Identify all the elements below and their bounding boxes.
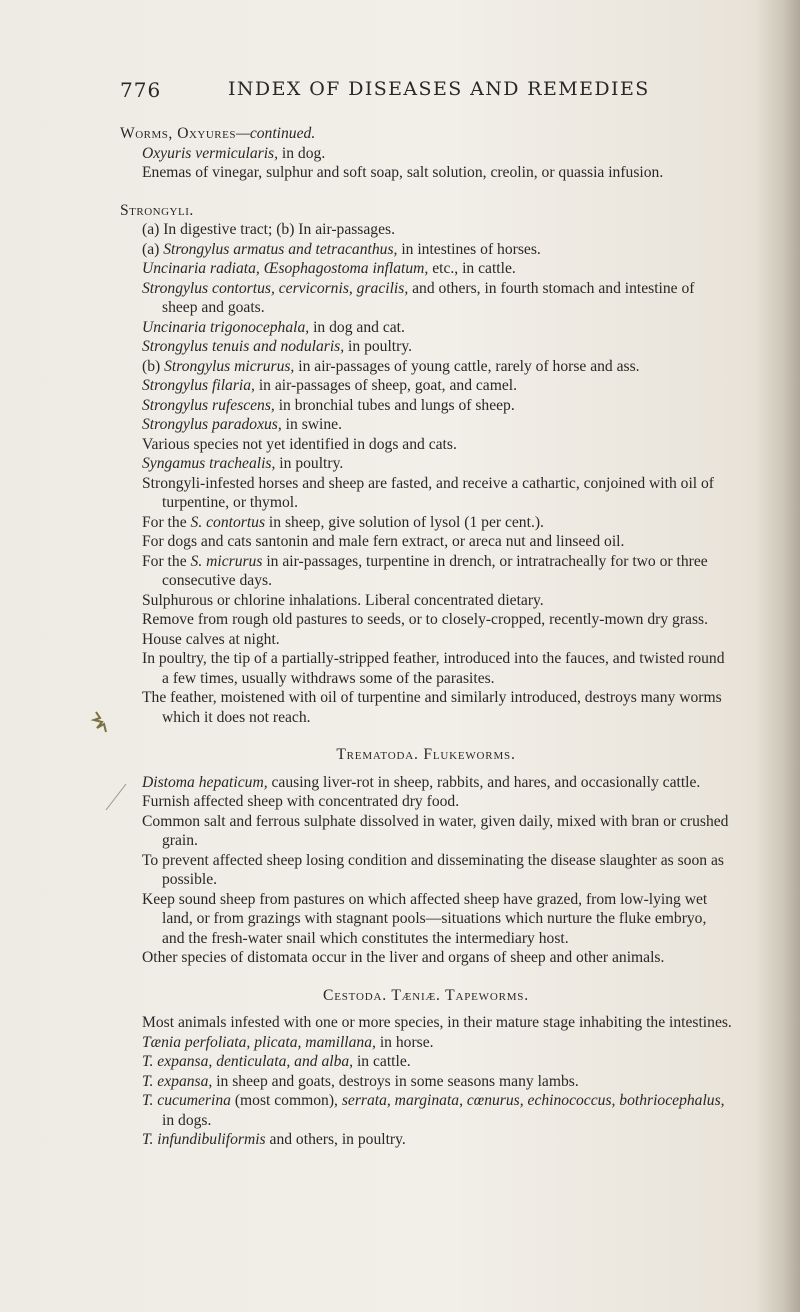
entry-line: (a) In digestive tract; (b) In air-passages. — [142, 221, 395, 238]
entry-line: Sulphurous or chlorine inhalations. Liberal concentrated dietary. — [142, 591, 544, 609]
entry-line: The feather, moistened with oil of turpentine and similarly introduced, destroys many worms which it does not reach. — [142, 689, 722, 726]
section-strongyli-title: Strongyli. — [120, 201, 194, 219]
section-cestoda-title: Cestoda. Tæniæ. Tapeworms. — [323, 986, 529, 1004]
section-trematoda-title: Trematoda. Flukeworms. — [336, 746, 516, 763]
running-title: INDEX OF DISEASES AND REMEDIES — [228, 78, 650, 100]
section-oxyures-title: Worms, Oxyures—continued. — [120, 125, 316, 142]
entry-line: For dogs and cats santonin and male fern extract, or areca nut and linseed oil. — [142, 533, 625, 550]
entry-line: Strongylus contortus, cervicornis, gracilis, and others, in fourth stomach and intestine of sheep and goats. — [142, 279, 695, 316]
entry-line: Uncinaria trigonocephala, in dog and cat. — [142, 318, 405, 336]
entry-line: Enemas of vinegar, sulphur and soft soap, salt solution, creolin, or quassia infusion. — [142, 164, 664, 181]
entry-line: Oxyuris vermicularis, in dog. — [142, 144, 326, 162]
entry-line: T. cucumerina (most common), serrata, marginata, cœnurus, echinococcus, bothriocephalus, in dogs. — [142, 1092, 725, 1129]
entry-line: House calves at night. — [142, 630, 280, 648]
entry-line: Strongyli-infested horses and sheep are fasted, and receive a cathartic, conjoined with oil of turpentine, or thymol. — [142, 474, 714, 511]
entry-line: Furnish affected sheep with concentrated dry food. — [142, 793, 460, 810]
entry-line: For the S. micrurus in air-passages, turpentine in drench, or intratracheally for two or three consecutive days. — [142, 552, 708, 589]
entry-line: Syngamus trachealis, in poultry. — [142, 455, 344, 472]
page-edge-shadow — [756, 0, 800, 1312]
entry-line: Various species not yet identified in dogs and cats. — [142, 435, 457, 453]
entry-line: Strongylus paradoxus, in swine. — [142, 416, 342, 433]
entry-line: Other species of distomata occur in the liver and organs of sheep and other animals. — [142, 949, 665, 966]
entry-line: Strongylus filaria, in air-passages of sheep, goat, and camel. — [142, 377, 518, 394]
entry-line: In poultry, the tip of a partially-stripped feather, introduced into the fauces, and twisted round a few times, usually withdraws some of the parasites. — [142, 650, 725, 687]
entry-line: (b) Strongylus micrurus, in air-passages of young cattle, rarely of horse and ass. — [142, 357, 640, 375]
page-number: 776 — [120, 78, 162, 102]
entry-line: Strongylus tenuis and nodularis, in poultry. — [142, 338, 413, 355]
entry-line: T. infundibuliformis and others, in poultry. — [142, 1131, 406, 1148]
entry-line: For the S. contortus in sheep, give solution of lysol (1 per cent.). — [142, 513, 544, 531]
page-header — [120, 78, 720, 108]
entry-line: Most animals infested with one or more species, in their mature stage inhabiting the intestines. — [142, 1014, 732, 1031]
entry-line: Distoma hepaticum, causing liver-rot in sheep, rabbits, and hares, and occasionally cattle. — [142, 773, 701, 791]
entry-line: Strongylus rufescens, in bronchial tubes and lungs of sheep. — [142, 396, 515, 414]
entry-line: T. expansa, in sheep and goats, destroys in some seasons many lambs. — [142, 1072, 579, 1090]
entry-line: Tænia perfoliata, plicata, mamillana, in horse. — [142, 1033, 434, 1051]
entry-line: To prevent affected sheep losing condition and disseminating the disease slaughter as soon as possible. — [142, 851, 724, 888]
margin-ink-mark — [88, 708, 114, 736]
entry-line: Common salt and ferrous sulphate dissolved in water, given daily, mixed with bran or crushed grain. — [142, 812, 729, 849]
entry-line: Uncinaria radiata, Œsophagostoma inflatum, etc., in cattle. — [142, 260, 516, 277]
entry-line: Keep sound sheep from pastures on which affected sheep have grazed, from low-lying wet land, or from grazings with stagnant pools—situations which nurture the fluke embryo, and the fresh-water snail which constitutes the intermediary host. — [142, 890, 708, 947]
entry-line: T. expansa, denticulata, and alba, in cattle. — [142, 1053, 411, 1070]
entry-line: Remove from rough old pastures to seeds, or to closely-cropped, recently-mown dry grass. — [142, 611, 708, 628]
index-content — [120, 124, 732, 1150]
entry-line: (a) Strongylus armatus and tetracanthus, in intestines of horses. — [142, 240, 541, 258]
